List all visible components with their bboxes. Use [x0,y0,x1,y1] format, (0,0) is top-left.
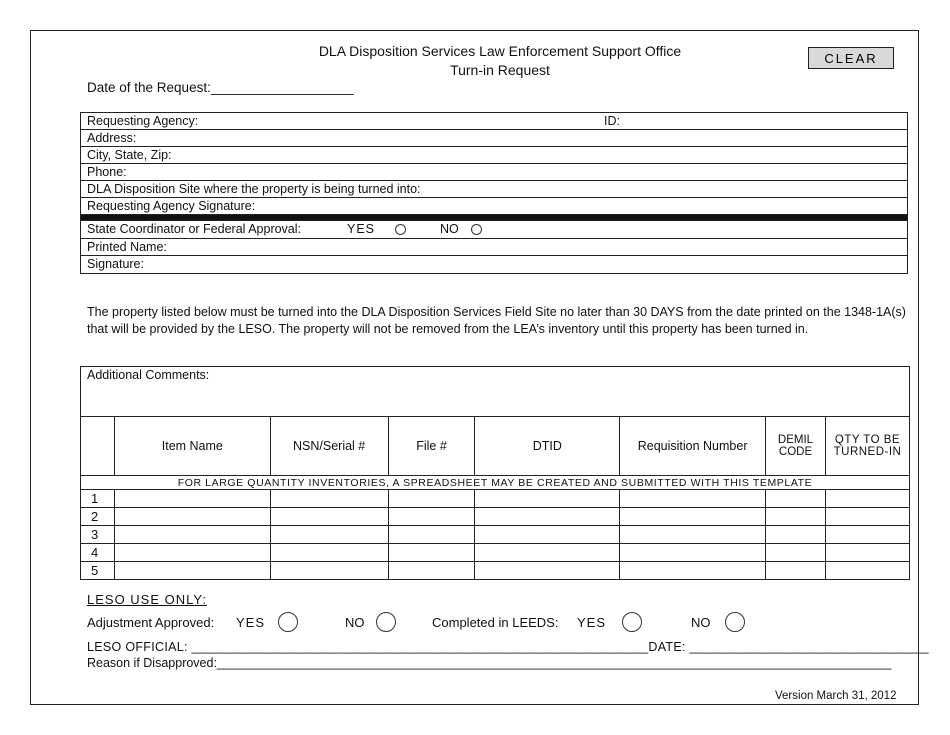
demil-cell[interactable] [766,526,826,544]
table-row [81,526,910,544]
demil-cell[interactable] [766,508,826,526]
signature-label: Signature: [87,257,144,271]
address-field[interactable] [81,130,907,147]
leso-heading: LESO USE ONLY: [87,592,207,607]
requesting-agency-label: Requesting Agency: [87,114,199,128]
version-label: Version March 31, 2012 [775,690,897,702]
clear-button[interactable]: CLEAR [808,47,894,69]
address-label: Address: [87,131,137,145]
file-cell[interactable] [388,544,475,562]
item-name-cell[interactable] [114,526,270,544]
requisition-cell[interactable] [620,490,766,508]
qty-cell[interactable] [825,544,909,562]
qty-cell[interactable] [825,526,909,544]
adjustment-yes-label: YES [236,615,266,630]
approval-no-radio[interactable] [471,224,482,235]
row-number-header [81,417,115,476]
row-number: 4 [81,544,115,562]
additional-comments-field[interactable] [80,366,910,417]
dtid-header: DTID [475,417,620,476]
demil-cell[interactable] [766,562,826,580]
nsn-serial-header: NSN/Serial # [270,417,388,476]
table-row [81,544,910,562]
form-title: DLA Disposition Services Law Enforcement Support Office [318,43,682,59]
nsn-cell[interactable] [270,544,388,562]
phone-field[interactable] [81,164,907,181]
table-row [81,508,910,526]
item-name-cell[interactable] [114,490,270,508]
item-name-header: Item Name [114,417,270,476]
id-label: ID: [604,114,620,128]
city-label: City, State, Zip: [87,148,172,162]
approval-no-label: NO [440,222,459,236]
completed-leeds-label: Completed in LEEDS: [432,615,559,630]
qty-header: QTY TO BE TURNED-IN [825,417,909,476]
qty-cell[interactable] [825,508,909,526]
items-table [80,416,910,580]
reason-disapproved-field[interactable]: Reason if Disapproved:_________________________________________________________________________________________________ [87,656,892,670]
agency-signature-field[interactable] [81,198,907,215]
table-note-row [81,476,910,490]
signature-field[interactable] [81,256,907,273]
dtid-cell[interactable] [475,508,620,526]
row-number: 1 [81,490,115,508]
leeds-no-label: NO [691,615,711,630]
qty-cell[interactable] [825,562,909,580]
item-name-cell[interactable] [114,508,270,526]
adjustment-no-label: NO [345,615,365,630]
printed-name-label: Printed Name: [87,240,167,254]
table-row [81,490,910,508]
approval-yes-radio[interactable] [395,224,406,235]
requisition-number-header: Requisition Number [620,417,766,476]
adjustment-no-radio[interactable] [376,612,396,632]
nsn-cell[interactable] [270,526,388,544]
requisition-cell[interactable] [620,526,766,544]
row-number: 3 [81,526,115,544]
item-name-cell[interactable] [114,544,270,562]
requisition-cell[interactable] [620,562,766,580]
nsn-cell[interactable] [270,490,388,508]
adjustment-yes-radio[interactable] [278,612,298,632]
dtid-cell[interactable] [475,544,620,562]
disposition-site-field[interactable] [81,181,907,198]
item-name-cell[interactable] [114,562,270,580]
approval-label: State Coordinator or Federal Approval: [87,222,302,236]
demil-cell[interactable] [766,490,826,508]
row-number: 2 [81,508,115,526]
table-header-row [81,417,910,476]
file-number-header: File # [388,417,475,476]
leeds-yes-label: YES [577,615,607,630]
turn-in-notice: The property listed below must be turned into the DLA Disposition Services Field Site no later than 30 DAYS from the date printed on the 1348-1A(s) that will be provided by the LESO. The property will not be removed from the LEA’s inventory until this property has been turned in. [87,305,906,336]
qty-cell[interactable] [825,490,909,508]
city-state-zip-field[interactable] [81,147,907,164]
dtid-cell[interactable] [475,490,620,508]
leeds-yes-radio[interactable] [622,612,642,632]
date-of-request-field[interactable]: Date of the Request:___________________ [87,80,354,95]
dtid-cell[interactable] [475,562,620,580]
file-cell[interactable] [388,526,475,544]
approval-row [81,221,907,239]
demil-cell[interactable] [766,544,826,562]
leso-official-field[interactable]: LESO OFFICIAL: _______________________________________________________________DATE: _________________________________ [87,640,929,654]
form-subtitle: Turn-in Request [450,62,550,78]
disposition-site-label: DLA Disposition Site where the property is being turned into: [87,182,421,196]
approval-yes-label: YES [347,222,376,236]
printed-name-field[interactable] [81,239,907,256]
file-cell[interactable] [388,490,475,508]
requisition-cell[interactable] [620,544,766,562]
demil-code-header: DEMIL CODE [766,417,826,476]
file-cell[interactable] [388,508,475,526]
additional-comments-label: Additional Comments: [87,368,210,382]
agency-info-box [80,112,908,274]
agency-signature-label: Requesting Agency Signature: [87,199,256,213]
table-row [81,562,910,580]
nsn-cell[interactable] [270,562,388,580]
requesting-agency-field[interactable] [81,113,907,130]
spreadsheet-note: FOR LARGE QUANTITY INVENTORIES, A SPREADSHEET MAY BE CREATED AND SUBMITTED WITH THIS TEMPLATE [81,476,910,490]
nsn-cell[interactable] [270,508,388,526]
leeds-no-radio[interactable] [725,612,745,632]
row-number: 5 [81,562,115,580]
dtid-cell[interactable] [475,526,620,544]
adjustment-approved-label: Adjustment Approved: [87,615,215,630]
requisition-cell[interactable] [620,508,766,526]
file-cell[interactable] [388,562,475,580]
phone-label: Phone: [87,165,127,179]
